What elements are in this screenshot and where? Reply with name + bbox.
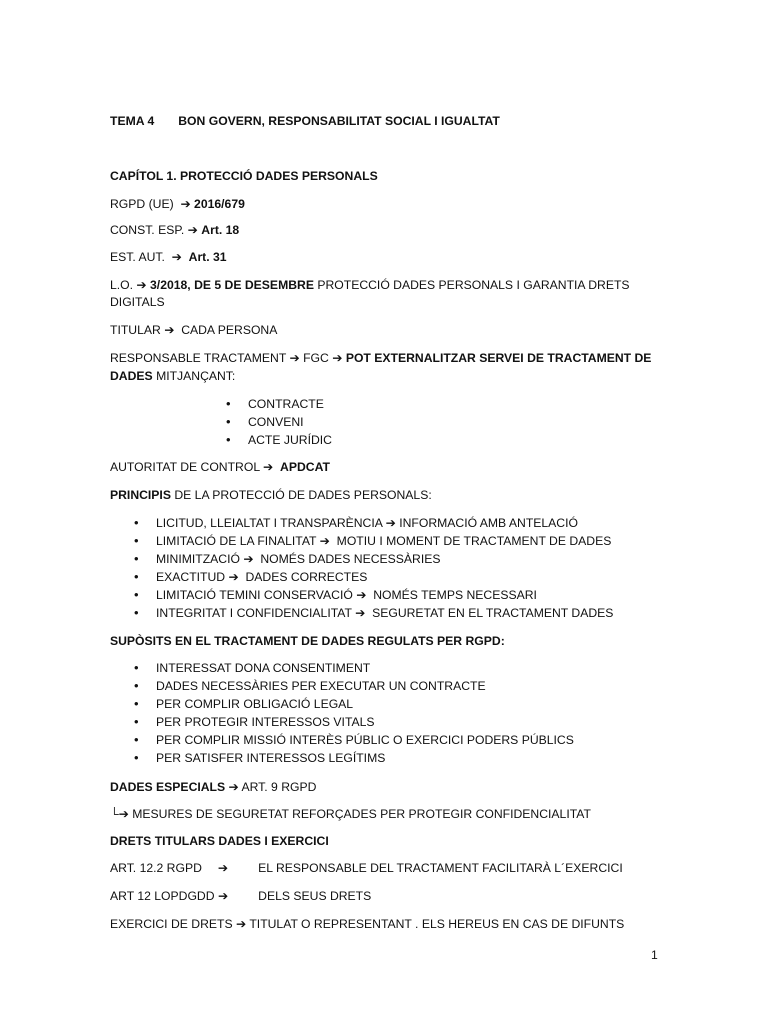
instruments-list: [110, 396, 332, 450]
arrow-icon: ➔: [136, 278, 147, 292]
responsable-rest: MITJANÇANT:: [156, 369, 236, 383]
principi-desc: INFORMACIÓ AMB ANTELACIÓ: [399, 516, 578, 530]
principi-name: INTEGRITAT I CONFIDENCIALITAT: [156, 606, 352, 620]
principi-name: LICITUD, LLEIALTAT I TRANSPARÈNCIA: [156, 516, 383, 530]
art12-label: ART. 12.2 RGPD: [110, 861, 202, 875]
list-item: • CONVENI: [110, 414, 332, 432]
arrow-icon: ➔: [263, 460, 274, 474]
list-item: • DADES NECESSÀRIES PER EXECUTAR UN CONTRACTE: [110, 678, 574, 696]
lo-description: PROTECCIÓ DADES PERSONALS I GARANTIA DRETS: [317, 278, 630, 292]
responsable-fgc: FGC: [303, 351, 329, 365]
rgpd-label: RGPD (UE): [110, 197, 174, 211]
page-title: [110, 113, 500, 129]
rgpd-value: 2016/679: [194, 197, 245, 211]
principi-desc: NOMÉS DADES NECESSÀRIES: [260, 552, 441, 566]
list-item: • PER COMPLIR OBLIGACIÓ LEGAL: [110, 696, 574, 714]
arrow-icon: ➔: [355, 606, 366, 620]
arrow-icon: ➔: [228, 780, 239, 794]
suposits-list: [110, 660, 574, 768]
lopdgdd-label: ART 12 LOPDGDD: [110, 889, 215, 903]
especials-bold: DADES ESPECIALS: [110, 780, 226, 794]
exercici-value: TITULAT O REPRESENTANT . ELS HEREUS EN CAS DE DIFUNTS: [249, 917, 625, 931]
arrow-icon: ➔: [385, 516, 396, 530]
exercici-label: EXERCICI DE DRETS: [110, 917, 233, 931]
lo-line-cont: DIGITALS: [110, 295, 165, 309]
principi-desc: NOMÉS TEMPS NECESSARI: [373, 588, 537, 602]
const-line: [110, 222, 239, 238]
principis-rest: DE LA PROTECCIÓ DE DADES PERSONALS:: [174, 488, 432, 502]
rgpd-line: [110, 196, 245, 212]
est-label: EST. AUT.: [110, 250, 165, 264]
list-item: • PER PROTEGIR INTERESSOS VITALS: [110, 714, 574, 732]
arrow-icon: ➔: [356, 588, 367, 602]
art12-line: [110, 860, 623, 876]
arrow-icon: ➔: [332, 351, 343, 365]
list-item: [110, 605, 613, 623]
responsable-line: [110, 350, 651, 366]
list-item: • CONTRACTE: [110, 396, 332, 414]
principi-name: MINIMITZACIÓ: [156, 552, 240, 566]
list-item: • INTERESSAT DONA CONSENTIMENT: [110, 660, 574, 678]
est-line: [110, 249, 227, 265]
lo-value: 3/2018, DE 5 DE DESEMBRE: [150, 278, 314, 292]
lopdgdd-line: [110, 888, 371, 904]
art12-value: EL RESPONSABLE DEL TRACTAMENT FACILITARÀ L´EXERCICI: [258, 861, 623, 875]
titular-line: [110, 322, 277, 338]
exercici-line: [110, 916, 624, 932]
arrow-icon: ➔: [164, 323, 175, 337]
especials-line: [110, 779, 316, 795]
drets-heading: DRETS TITULARS DADES I EXERCICI: [110, 834, 329, 848]
principis-heading: [110, 487, 432, 503]
chapter-heading: CAPÍTOL 1. PROTECCIÓ DADES PERSONALS: [110, 169, 378, 183]
arrow-icon: ➔: [187, 223, 198, 237]
principi-desc: DADES CORRECTES: [245, 570, 368, 584]
est-value: Art. 31: [188, 250, 227, 264]
principis-list: [110, 515, 613, 623]
lo-label: L.O.: [110, 278, 134, 292]
principis-bold: PRINCIPIS: [110, 488, 171, 502]
lo-line: [110, 277, 630, 293]
page-number: 1: [651, 948, 658, 962]
titular-value: CADA PERSONA: [181, 323, 278, 337]
responsable-label: RESPONSABLE TRACTAMENT: [110, 351, 287, 365]
especials-value: ART. 9 RGPD: [241, 780, 317, 794]
principi-name: EXACTITUD: [156, 570, 226, 584]
list-item: [110, 551, 613, 569]
arrow-icon: ➔: [217, 889, 229, 903]
tema-name: BON GOVERN, RESPONSABILITAT SOCIAL I IGUALTAT: [178, 114, 500, 128]
list-item: [110, 587, 613, 605]
lopdgdd-value: DELS SEUS DRETS: [258, 889, 372, 903]
list-item: • PER COMPLIR MISSIÓ INTERÈS PÚBLIC O EXERCICI PODERS PÚBLICS: [110, 732, 574, 750]
arrow-icon: ➔: [171, 250, 182, 264]
responsable-bold: POT EXTERNALITZAR SERVEI DE TRACTAMENT DE: [345, 351, 652, 365]
list-item: [110, 515, 613, 533]
arrow-icon: ➔: [289, 351, 300, 365]
list-item: [110, 533, 613, 551]
list-item: • PER SATISFER INTERESSOS LEGÍTIMS: [110, 750, 574, 768]
return-arrow-icon: └➔: [110, 807, 129, 821]
autoritat-value: APDCAT: [280, 460, 330, 474]
mesures-line: [110, 806, 591, 822]
const-label: CONST. ESP.: [110, 223, 185, 237]
autoritat-line: [110, 459, 330, 475]
arrow-icon: ➔: [235, 917, 247, 931]
arrow-icon: ➔: [217, 861, 229, 875]
mesures-text: MESURES DE SEGURETAT REFORÇADES PER PROTEGIR CONFIDENCIALITAT: [132, 807, 591, 821]
arrow-icon: ➔: [180, 197, 191, 211]
responsable-bold-cont: DADES: [110, 369, 153, 383]
list-item: [110, 569, 613, 587]
principi-name: LIMITACIÓ DE LA FINALITAT: [156, 534, 317, 548]
principi-name: LIMITACIÓ TEMINI CONSERVACIÓ: [156, 588, 353, 602]
suposits-heading: SUPÒSITS EN EL TRACTAMENT DE DADES REGULATS PER RGPD:: [110, 634, 505, 648]
list-item: • ACTE JURÍDIC: [110, 432, 332, 450]
const-value: Art. 18: [201, 223, 240, 237]
responsable-line-cont: [110, 368, 235, 384]
arrow-icon: ➔: [319, 534, 330, 548]
principi-desc: MOTIU I MOMENT DE TRACTAMENT DE DADES: [336, 534, 612, 548]
titular-label: TITULAR: [110, 323, 161, 337]
principi-desc: SEGURETAT EN EL TRACTAMENT DADES: [372, 606, 614, 620]
arrow-icon: ➔: [243, 552, 254, 566]
autoritat-label: AUTORITAT DE CONTROL: [110, 460, 260, 474]
arrow-icon: ➔: [228, 570, 239, 584]
tema-number: TEMA 4: [110, 114, 155, 128]
